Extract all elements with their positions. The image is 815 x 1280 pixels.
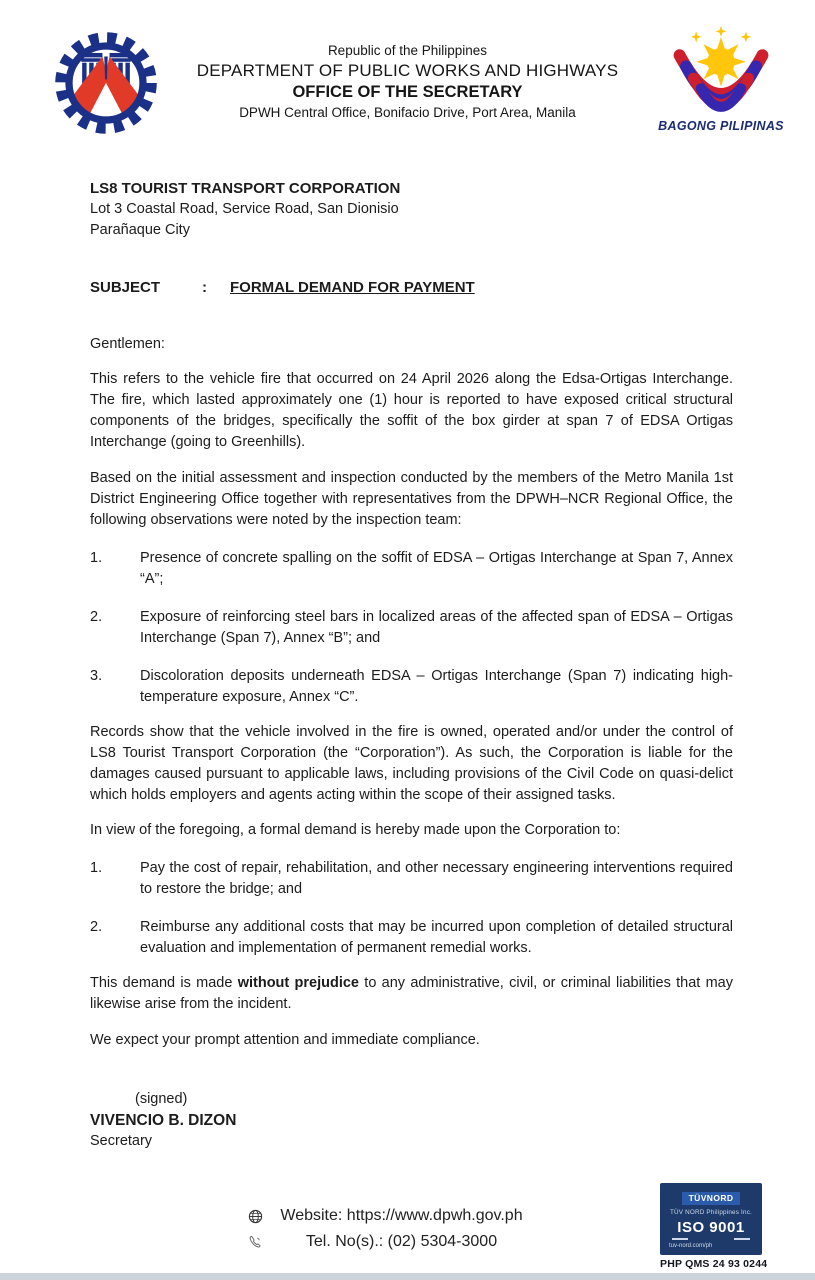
bagong-pilipinas-label: BAGONG PILIPINAS [658, 119, 784, 133]
demand-number: 1. [90, 860, 103, 876]
department-name: DEPARTMENT OF PUBLIC WORKS AND HIGHWAYS [196, 60, 619, 80]
observation-number: 2. [90, 608, 103, 625]
letter-body [90, 178, 733, 1152]
globe-icon [248, 1209, 270, 1224]
recipient-address-line1: Lot 3 Coastal Road, Service Road, San Dionisio [90, 201, 399, 217]
subject-label: SUBJECT [90, 279, 161, 296]
subject-colon: : [202, 279, 207, 296]
bagong-pilipinas-icon [655, 24, 787, 116]
qms-code: PHP QMS 24 93 0244 [660, 1258, 768, 1270]
paragraph-incident: This refers to the vehicle fire that occurred on 24 April 2026 along the Edsa-Ortigas Interchange. The fire, which lasted approximately one (1) hour is reported to have exposed critical structural components of the bridges, specifically the soffit of the box girder at span 7 of EDSA Ortigas Interchange (going to Greenhills). [90, 371, 733, 450]
paragraph-demand-intro: In view of the foregoing, a formal demand is hereby made upon the Corporation to: [90, 822, 621, 838]
letterhead [0, 0, 815, 140]
signatory-title: Secretary [90, 1132, 153, 1149]
signatory-name: VIVENCIO B. DIZON [90, 1111, 237, 1129]
paragraph-assessment: Based on the initial assessment and inspection conducted by the members of the Metro Manila 1st District Engineering Office together with representatives from the DPWH–NCR Regional Office, the following observations were noted by the inspection team: [90, 469, 733, 528]
office-name: OFFICE OF THE SECRETARY [292, 83, 523, 102]
bagong-pilipinas-logo [655, 24, 787, 136]
demand-item [90, 917, 733, 959]
recipient-block [90, 178, 733, 241]
scan-edge-strip [0, 1273, 815, 1280]
demand-text: Pay the cost of repair, rehabilitation, and other necessary engineering interventions required to restore the bridge; and [140, 860, 733, 897]
signed-note: (signed) [135, 1090, 188, 1107]
closing-bold: without prejudice [237, 975, 359, 991]
website-row [248, 1203, 533, 1229]
phone-icon [248, 1235, 270, 1249]
tuv-nord-company: TÜV NORD Philippines Inc. [670, 1209, 752, 1216]
observation-item [90, 548, 733, 590]
telephone-text: Tel. No(s).: (02) 5304-3000 [305, 1233, 498, 1250]
republic-line: Republic of the Philippines [327, 43, 488, 58]
observation-item [90, 607, 733, 649]
recipient-address-line2: Parañaque City [90, 222, 190, 238]
demand-text: Reimburse any additional costs that may be incurred upon completion of detailed structural evaluation and implementation of permanent remedial works. [140, 919, 733, 956]
observation-text: Exposure of reinforcing steel bars in localized areas of the affected span of EDSA – Ortigas Interchange (Span 7), Annex “B”; and [140, 608, 733, 646]
signature-block [90, 1089, 733, 1152]
tuv-nord-brand: TÜVNORD [682, 1192, 741, 1205]
observation-number: 3. [90, 667, 103, 684]
recipient-name: LS8 TOURIST TRANSPORT CORPORATION [90, 180, 401, 197]
observation-text: Presence of concrete spalling on the soffit of EDSA – Ortigas Interchange at Span 7, Annex “A”; [140, 549, 733, 587]
badge-dashes [664, 1238, 758, 1240]
closing-suffix: to any administrative, civil, or criminal liabilities that may likewise arise from the incident. [90, 975, 733, 1012]
paragraph-liability: Records show that the vehicle involved in the fire is owned, operated and/or under the control of LS8 Tourist Transport Corporation (the “Corporation”). As such, the Corporation is liable for the damages caused pursuant to applicable laws, including provisions of the Civil Code on quasi-delict which holds employers and agents acting within the scope of their assigned tasks. [90, 723, 733, 803]
demand-number: 2. [90, 919, 103, 935]
observation-number: 1. [90, 549, 103, 566]
subject-value: FORMAL DEMAND FOR PAYMENT [230, 279, 475, 296]
iso-certification [660, 1183, 768, 1270]
website-text: Website: https://www.dpwh.gov.ph [280, 1207, 523, 1224]
demand-item [90, 858, 733, 900]
footer-contact [248, 1203, 533, 1255]
subject-row [90, 277, 733, 298]
paragraph-without-prejudice [90, 973, 733, 1015]
office-address: DPWH Central Office, Bonifacio Drive, Port Area, Manila [239, 105, 576, 121]
iso-9001-label: ISO 9001 [677, 1219, 745, 1236]
observation-text: Discoloration deposits underneath EDSA – Ortigas Interchange (Span 7) indicating high-temperature exposure, Annex “C”. [140, 667, 733, 705]
observation-item [90, 666, 733, 708]
telephone-row [248, 1229, 533, 1255]
tuv-nord-badge [660, 1183, 762, 1255]
paragraph-compliance: We expect your prompt attention and immediate compliance. [90, 1031, 480, 1048]
tuv-nord-site: tuv-nord.com/ph [669, 1243, 713, 1249]
salutation: Gentlemen: [90, 336, 165, 352]
closing-prefix: This demand is made [90, 975, 238, 991]
